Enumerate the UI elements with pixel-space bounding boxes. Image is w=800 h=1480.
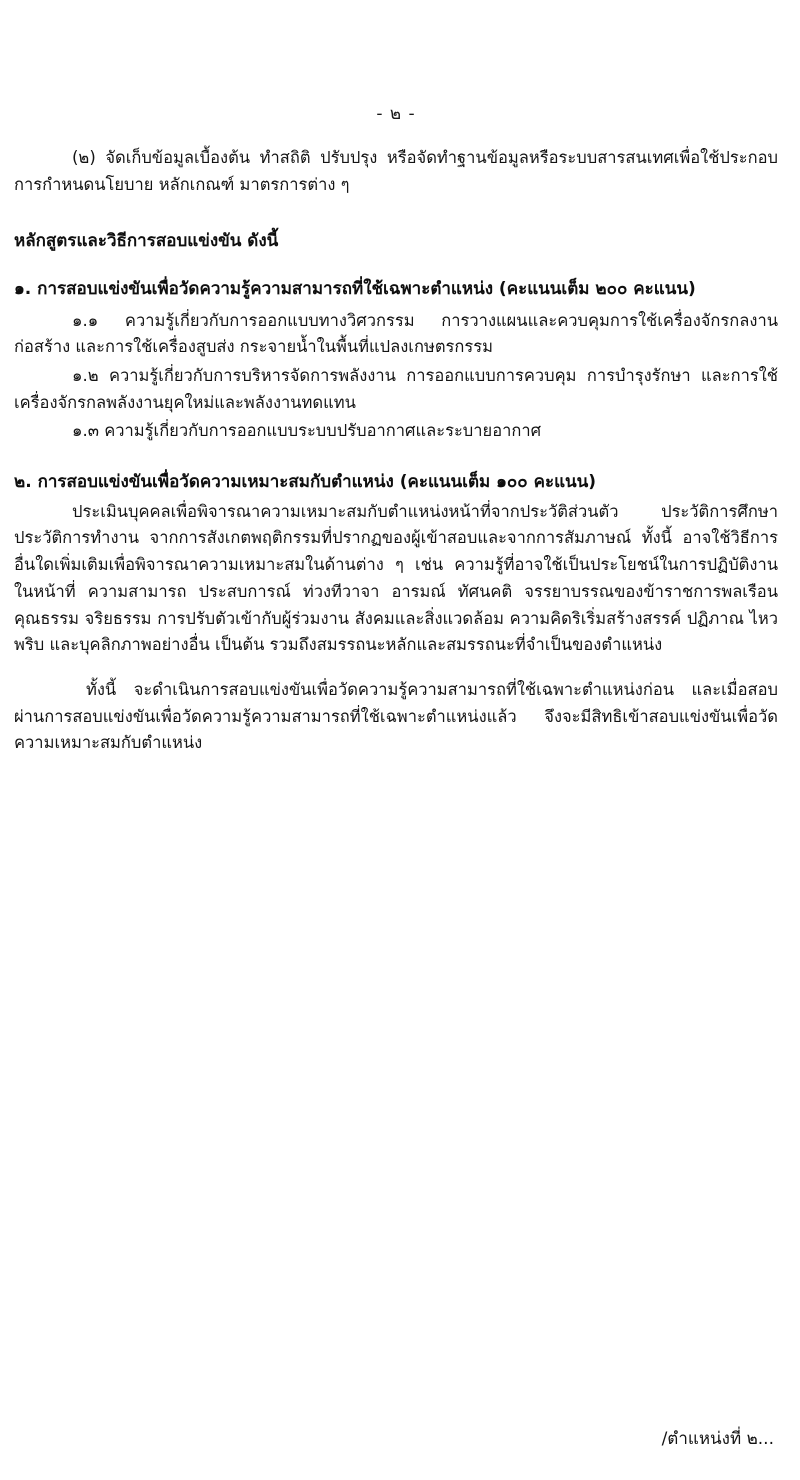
- section-1-item-1: ๑.๑ ความรู้เกี่ยวกับการออกแบบทางวิศวกรรม การวางแผนและควบคุมการใช้เครื่องจักรกลงานก่อสร้าง และการใช้เครื่องสูบส่ง กระจายน้ำในพื้นที่แปลงเกษตรกรรม: [14, 310, 778, 357]
- paragraph-data-collection: (๒) จัดเก็บข้อมูลเบื้องต้น ทำสถิติ ปรับปรุง หรือจัดทำฐานข้อมูลหรือระบบสารสนเทศเพื่อใช้ประกอบการกำหนดนโยบาย หลักเกณฑ์ มาตรการต่าง ๆ: [14, 148, 778, 194]
- closing-paragraph: ทั้งนี้ จะดำเนินการสอบแข่งขันเพื่อวัดความรู้ความสามารถที่ใช้เฉพาะตำแหน่งก่อน และเมื่อสอบผ่านการสอบแข่งขันเพื่อวัดความรู้ความสามารถที่ใช้เฉพาะตำแหน่งแล้ว จึงจะมีสิทธิเข้าสอบแข่งขันเพื่อวัดความเหมาะสมกับตำแหน่ง: [14, 679, 778, 753]
- page-number: - ๒ -: [376, 104, 416, 124]
- curriculum-heading: หลักสูตรและวิธีการสอบแข่งขัน ดังนี้: [14, 231, 279, 252]
- section-2-title: ๒. การสอบแข่งขันเพื่อวัดความเหมาะสมกับตำแหน่ง (คะแนนเต็ม ๑๐๐ คะแนน): [14, 472, 597, 493]
- section-1-item-2: ๑.๒ ความรู้เกี่ยวกับการบริหารจัดการพลังงาน การออกแบบการควบคุม การบำรุงรักษา และการใช้เครื่องจักรกลพลังงานยุคใหม่และพลังงานทดแทน: [14, 365, 778, 412]
- footer-note: /ตำแหน่งที่ ๒...: [661, 1429, 774, 1449]
- section-1-title: ๑. การสอบแข่งขันเพื่อวัดความรู้ความสามารถที่ใช้เฉพาะตำแหน่ง (คะแนนเต็ม ๒๐๐ คะแนน): [14, 278, 696, 299]
- section-2-item-1: ประเมินบุคคลเพื่อพิจารณาความเหมาะสมกับตำแหน่งหน้าที่จากประวัติส่วนตัว ประวัติการศึกษา ประวัติการทำงาน จากการสังเกตพฤติกรรมที่ปรากฏของผู้เข้าสอบและจากการสัมภาษณ์ ทั้งนี้ อาจใช้วิธีการอื่นใดเพิ่มเติมเพื่อพิจารณาความเหมาะสมในด้านต่าง ๆ เช่น ความรู้ที่อาจใช้เป็นประโยชน์ในการปฏิบัติงานในหน้าที่ ความสามารถ ประสบการณ์ ท่วงทีวาจา อารมณ์ ทัศนคติ จรรยาบรรณของข้าราชการพลเรือน คุณธรรม จริยธรรม การปรับตัวเข้ากับผู้ร่วมงาน สังคมและสิ่งแวดล้อม ความคิดริเริ่มสร้างสรรค์ ปฏิภาณ ไหวพริบ และบุคลิกภาพอย่างอื่น เป็นต้น รวมถึงสมรรถนะหลักและสมรรถนะที่จำเป็นของตำแหน่ง: [14, 501, 778, 655]
- document-page: [0, 100, 800, 1480]
- section-1-item-3: ๑.๓ ความรู้เกี่ยวกับการออกแบบระบบปรับอากาศและระบายอากาศ: [72, 421, 542, 441]
